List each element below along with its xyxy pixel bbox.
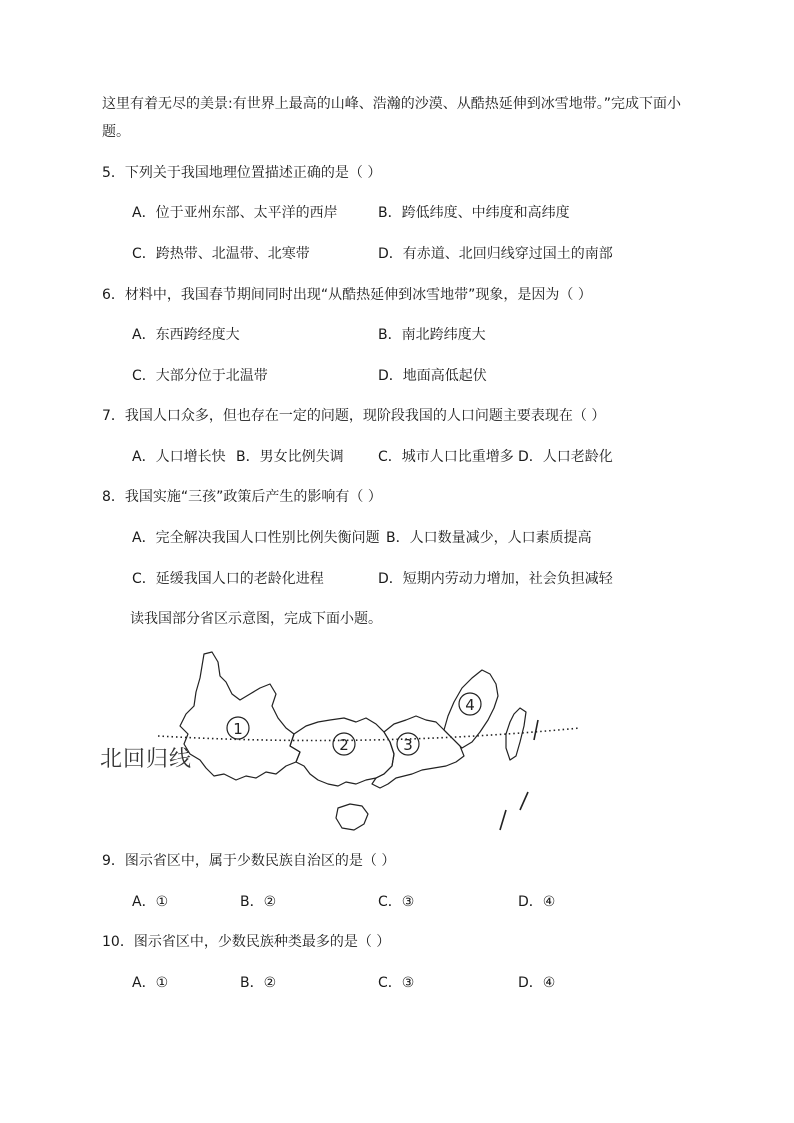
intro-line-2: 题。: [102, 124, 130, 140]
question-5-option-c[interactable]: C．跨热带、北温带、北寒带: [132, 246, 310, 262]
question-8-option-c[interactable]: C．延缓我国人口的老龄化进程: [132, 571, 324, 587]
question-6-option-d[interactable]: D．地面高低起伏: [378, 368, 487, 384]
question-5-option-d[interactable]: D．有赤道、北回归线穿过国土的南部: [378, 246, 613, 262]
question-9-stem: 9．图示省区中，属于少数民族自治区的是（ ）: [102, 853, 396, 869]
tropic-of-cancer-line: [158, 728, 580, 741]
question-10-option-c[interactable]: C．③: [378, 975, 415, 991]
question-7-option-a[interactable]: A．人口增长快: [132, 449, 226, 465]
question-10-option-a[interactable]: A．①: [132, 975, 169, 991]
question-8-option-a[interactable]: A．完全解决我国人口性别比例失衡问题: [132, 530, 380, 546]
map-intro: 读我国部分省区示意图，完成下面小题。: [130, 611, 382, 627]
question-7-option-c[interactable]: C．城市人口比重增多: [378, 449, 514, 465]
question-8-stem: 8．我国实施“三孩”政策后产生的影响有（ ）: [102, 489, 382, 505]
question-9-option-c[interactable]: C．③: [378, 894, 415, 910]
question-6-option-c[interactable]: C．大部分位于北温带: [132, 368, 268, 384]
question-6-option-b[interactable]: B．南北跨纬度大: [378, 327, 486, 343]
marker-4-label: 4: [465, 696, 475, 714]
intro-line-1: 这里有着无尽的美景:有世界上最高的山峰、浩瀚的沙漠、从酷热延伸到冰雪地带。”完成下面小: [102, 96, 681, 112]
marker-2-label: 2: [339, 736, 349, 754]
question-8-option-b[interactable]: B．人口数量减少，人口素质提高: [386, 530, 592, 546]
question-6-option-a[interactable]: A．东西跨经度大: [132, 327, 240, 343]
question-9-option-d[interactable]: D．④: [518, 894, 556, 910]
province-map: [100, 648, 600, 838]
question-10-option-b[interactable]: B．②: [240, 975, 277, 991]
hainan-outline: [336, 804, 368, 830]
tropic-label: 北回归线: [100, 747, 193, 772]
province-3-outline: [372, 716, 464, 788]
province-1-outline: [180, 652, 300, 780]
question-8-option-d[interactable]: D．短期内劳动力增加，社会负担减轻: [378, 571, 613, 587]
question-5-option-a[interactable]: A．位于亚州东部、太平洋的西岸: [132, 205, 338, 221]
marker-1-label: 1: [233, 720, 243, 738]
question-10-option-d[interactable]: D．④: [518, 975, 556, 991]
question-5-option-b[interactable]: B．跨低纬度、中纬度和高纬度: [378, 205, 570, 221]
question-7-option-d[interactable]: D．人口老龄化: [518, 449, 613, 465]
question-5-stem: 5．下列关于我国地理位置描述正确的是（ ）: [102, 165, 382, 181]
question-7-stem: 7．我国人口众多，但也存在一定的问题，现阶段我国的人口问题主要表现在（ ）: [102, 408, 606, 424]
question-7-option-b[interactable]: B．男女比例失调: [236, 449, 344, 465]
question-10-stem: 10．图示省区中，少数民族种类最多的是（ ）: [102, 934, 391, 950]
question-9-option-b[interactable]: B．②: [240, 894, 277, 910]
question-6-stem: 6．材料中，我国春节期间同时出现“从酷热延伸到冰雪地带”现象，是因为（ ）: [102, 287, 592, 303]
question-9-option-a[interactable]: A．①: [132, 894, 169, 910]
marker-3-label: 3: [403, 736, 413, 754]
